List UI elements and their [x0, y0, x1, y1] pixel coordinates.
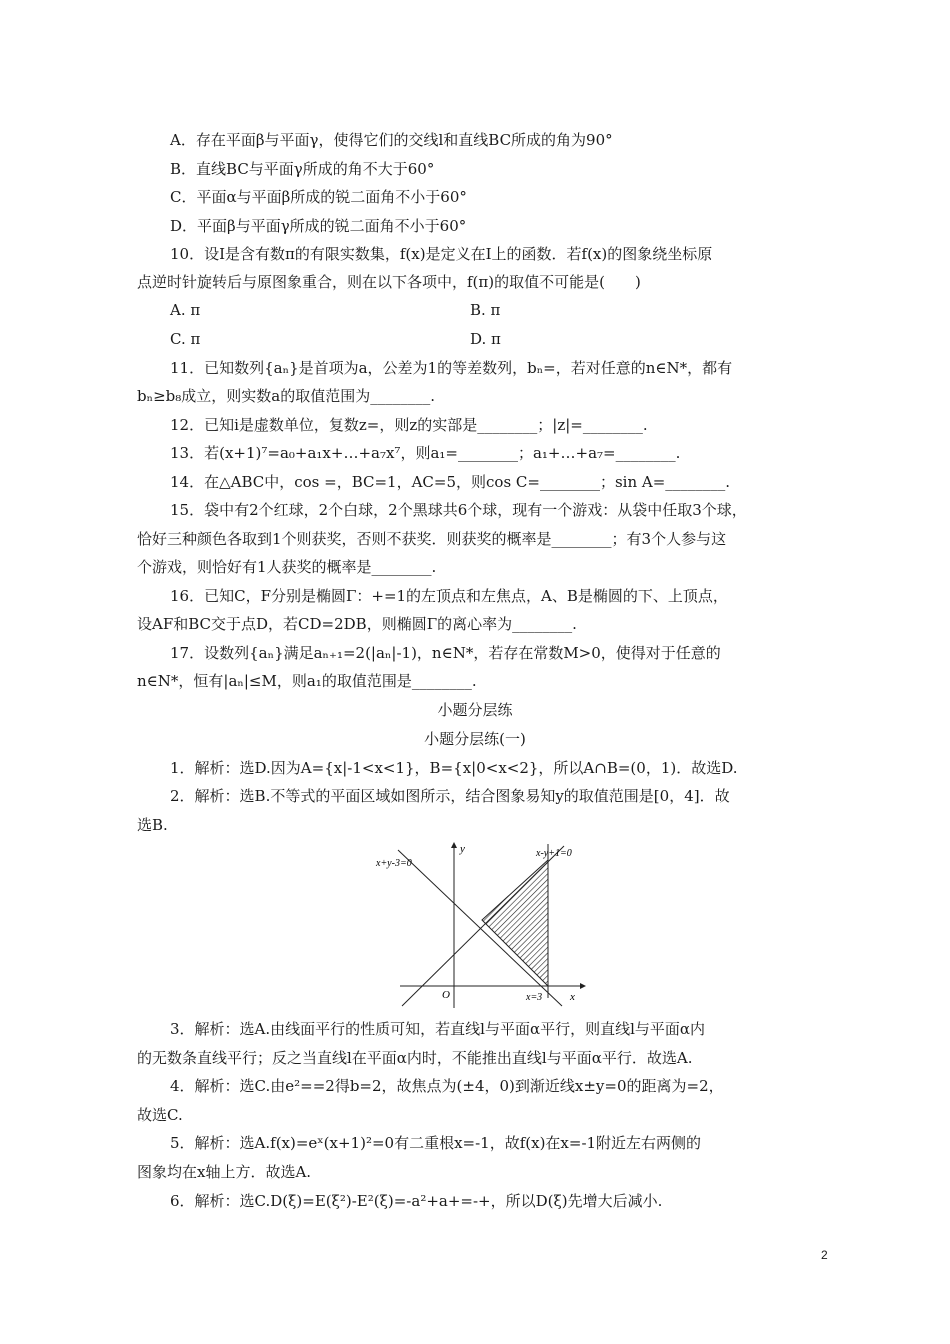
option-10b: B. π — [470, 301, 501, 319]
answer-1: 1．解析：选D.因为A={x|-1<x<1}，B={x|0<x<2}，所以A∩B=(0，1)．故选D. — [170, 759, 738, 777]
option-10a: A. π — [170, 301, 201, 319]
question-11-line-2: bₙ≥b₈成立，则实数a的取值范围为________. — [137, 387, 435, 405]
question-16-line-2: 设AF和BC交于点D，若CD=2DB，则椭圆Γ的离心率为________. — [137, 615, 577, 633]
question-10-line-2: 点逆时针旋转后与原图象重合，则在以下各项中，f(π)的取值不可能是( ) — [137, 273, 641, 291]
label-x-equals-3: x=3 — [526, 992, 543, 1003]
x-axis-arrow — [580, 983, 586, 989]
subsection-heading: 小题分层练(一) — [424, 730, 526, 748]
question-15-line-1: 15．袋中有2个红球，2个白球，2个黑球共6个球，现有一个游戏：从袋中任取3个球， — [170, 501, 747, 519]
option-10c: C. π — [170, 330, 201, 348]
answer-6: 6．解析：选C.D(ξ)=E(ξ²)-E²(ξ)=-a²+a+=-+，所以D(ξ)先增大后减小. — [170, 1192, 663, 1210]
feasible-region-graph — [368, 838, 588, 1012]
answer-5-line-1: 5．解析：选A.f(x)=eˣ(x+1)²=0有二重根x=-1，故f(x)在x=-1附近左右两侧的 — [170, 1134, 702, 1152]
question-16-line-1: 16．已知C，F分别是椭圆Γ：+=1的左顶点和左焦点，A、B是椭圆的下、上顶点， — [170, 587, 728, 605]
shaded-region — [482, 860, 548, 986]
option-9a: A．存在平面β与平面γ，使得它们的交线l和直线BC所成的角为90° — [170, 131, 613, 149]
question-14: 14．在△ABC中，cos =，BC=1，AC=5，则cos C=________；sin A=________. — [170, 473, 731, 491]
label-line-1: x+y-3=0 — [376, 858, 412, 869]
option-9c: C．平面α与平面β所成的锐二面角不小于60° — [170, 188, 467, 206]
answer-2-line-2: 选B. — [137, 816, 168, 834]
label-x: x — [570, 991, 575, 1003]
answer-3-line-1: 3．解析：选A.由线面平行的性质可知，若直线l与平面α平行，则直线l与平面α内 — [170, 1020, 706, 1038]
question-17-line-2: n∈N*，恒有|aₙ|≤M，则a₁的取值范围是________. — [137, 672, 477, 690]
answer-5-line-2: 图象均在x轴上方．故选A. — [137, 1163, 312, 1181]
option-10d: D. π — [470, 330, 501, 348]
option-9d: D．平面β与平面γ所成的锐二面角不小于60° — [170, 217, 467, 235]
question-17-line-1: 17．设数列{aₙ}满足aₙ₊₁=2(|aₙ|-1)，n∈N*，若存在常数M>0，使得对于任意的 — [170, 644, 721, 662]
question-15-line-3: 个游戏，则恰好有1人获奖的概率是________. — [137, 558, 437, 576]
label-origin: O — [442, 989, 450, 1001]
label-line-2: x-y+1=0 — [536, 848, 572, 859]
label-y: y — [460, 843, 465, 855]
section-heading: 小题分层练 — [437, 701, 513, 719]
answer-2-line-1: 2．解析：选B.不等式的平面区域如图所示，结合图象易知y的取值范围是[0，4]．故 — [170, 787, 730, 805]
question-15-line-2: 恰好三种颜色各取到1个则获奖，否则不获奖．则获奖的概率是________；有3个人参与这 — [137, 530, 727, 548]
question-10-line-1: 10．设I是含有数π的有限实数集，f(x)是定义在I上的函数．若f(x)的图象绕坐标原 — [170, 245, 713, 263]
answer-4-line-1: 4．解析：选C.由e²==2得b=2，故焦点为(±4，0)到渐近线x±y=0的距离为=2， — [170, 1077, 724, 1095]
y-axis-arrow — [451, 842, 457, 848]
question-12: 12．已知i是虚数单位，复数z=，则z的实部是________；|z|=________. — [170, 416, 648, 434]
option-9b: B．直线BC与平面γ所成的角不大于60° — [170, 160, 435, 178]
question-11-line-1: 11．已知数列{aₙ}是首项为a，公差为1的等差数列，bₙ=，若对任意的n∈N*，都有 — [170, 359, 733, 377]
page-number: 2 — [821, 1248, 828, 1262]
answer-3-line-2: 的无数条直线平行；反之当直线l在平面α内时，不能推出直线l与平面α平行．故选A. — [137, 1049, 693, 1067]
question-13: 13．若(x+1)⁷=a₀+a₁x+…+a₇x⁷，则a₁=________；a₁+…+a₇=________. — [170, 444, 681, 462]
answer-4-line-2: 故选C. — [137, 1106, 183, 1124]
